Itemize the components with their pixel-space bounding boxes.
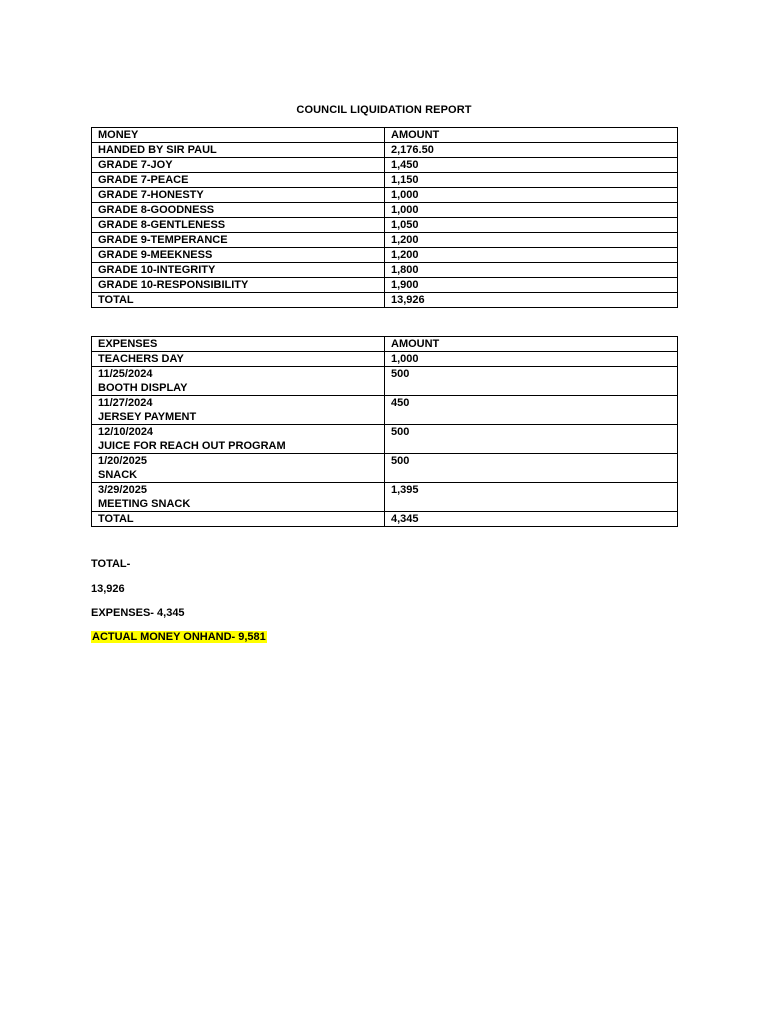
total-amount-cell: 4,345	[385, 512, 678, 527]
expense-date: 1/20/2025	[98, 455, 147, 467]
expense-description-cell	[92, 352, 385, 367]
amount-cell: 1,395	[385, 483, 678, 512]
table-row	[92, 352, 678, 367]
expense-description-cell	[92, 483, 385, 512]
amount-cell: 1,000	[385, 352, 678, 367]
column-header-amount: AMOUNT	[385, 337, 678, 352]
expense-description-cell	[92, 425, 385, 454]
amount-cell: 1,000	[385, 188, 678, 203]
source-cell: GRADE 7-HONESTY	[92, 188, 385, 203]
expenses-table	[91, 336, 678, 527]
expense-description-cell	[92, 367, 385, 396]
table-row	[92, 218, 678, 233]
table-row	[92, 454, 678, 483]
amount-cell: 1,900	[385, 278, 678, 293]
expenses-header-row	[92, 337, 678, 352]
expense-item: JUICE FOR REACH OUT PROGRAM	[98, 440, 286, 452]
table-row	[92, 173, 678, 188]
amount-cell: 500	[385, 454, 678, 483]
summary-total-value: 13,926	[91, 583, 125, 595]
table-row	[92, 278, 678, 293]
table-row	[92, 143, 678, 158]
column-header-money: MONEY	[92, 128, 385, 143]
expense-item: SNACK	[98, 469, 138, 481]
amount-cell: 450	[385, 396, 678, 425]
source-cell: GRADE 8-GOODNESS	[92, 203, 385, 218]
expense-item: TEACHERS DAY	[98, 353, 184, 365]
amount-cell: 1,000	[385, 203, 678, 218]
amount-cell: 1,050	[385, 218, 678, 233]
amount-cell: 1,800	[385, 263, 678, 278]
table-row	[92, 367, 678, 396]
expense-item: MEETING SNACK	[98, 498, 191, 510]
total-amount-cell: 13,926	[385, 293, 678, 308]
source-cell: GRADE 9-MEEKNESS	[92, 248, 385, 263]
table-row	[92, 483, 678, 512]
summary-total-label: TOTAL-	[91, 558, 131, 570]
income-header-row	[92, 128, 678, 143]
income-total-row	[92, 293, 678, 308]
table-row	[92, 203, 678, 218]
table-row	[92, 425, 678, 454]
source-cell: GRADE 10-INTEGRITY	[92, 263, 385, 278]
total-label-cell: TOTAL	[92, 293, 385, 308]
amount-cell: 500	[385, 425, 678, 454]
amount-cell: 1,200	[385, 248, 678, 263]
total-label-cell: TOTAL	[92, 512, 385, 527]
amount-cell: 2,176.50	[385, 143, 678, 158]
expense-description-cell	[92, 454, 385, 483]
expense-description-cell	[92, 396, 385, 425]
income-table	[91, 127, 678, 308]
source-cell: GRADE 9-TEMPERANCE	[92, 233, 385, 248]
amount-cell: 500	[385, 367, 678, 396]
source-cell: GRADE 8-GENTLENESS	[92, 218, 385, 233]
table-row	[92, 158, 678, 173]
expense-date: 3/29/2025	[98, 484, 147, 496]
table-row	[92, 248, 678, 263]
column-header-amount: AMOUNT	[385, 128, 678, 143]
source-cell: GRADE 7-JOY	[92, 158, 385, 173]
table-row	[92, 396, 678, 425]
amount-cell: 1,150	[385, 173, 678, 188]
amount-cell: 1,200	[385, 233, 678, 248]
column-header-expenses: EXPENSES	[92, 337, 385, 352]
table-row	[92, 188, 678, 203]
summary-actual-money-onhand: ACTUAL MONEY ONHAND- 9,581	[92, 631, 266, 643]
source-cell: GRADE 10-RESPONSIBILITY	[92, 278, 385, 293]
expense-item: BOOTH DISPLAY	[98, 382, 188, 394]
source-cell: GRADE 7-PEACE	[92, 173, 385, 188]
table-row	[92, 263, 678, 278]
expense-date: 12/10/2024	[98, 426, 154, 438]
expenses-total-row	[92, 512, 678, 527]
table-row	[92, 233, 678, 248]
amount-cell: 1,450	[385, 158, 678, 173]
source-cell: HANDED BY SIR PAUL	[92, 143, 385, 158]
summary-expenses: EXPENSES- 4,345	[91, 607, 185, 619]
expense-date: 11/27/2024	[98, 397, 153, 409]
expense-item: JERSEY PAYMENT	[98, 411, 197, 423]
expense-date: 11/25/2024	[98, 368, 153, 380]
report-title: COUNCIL LIQUIDATION REPORT	[296, 104, 472, 116]
